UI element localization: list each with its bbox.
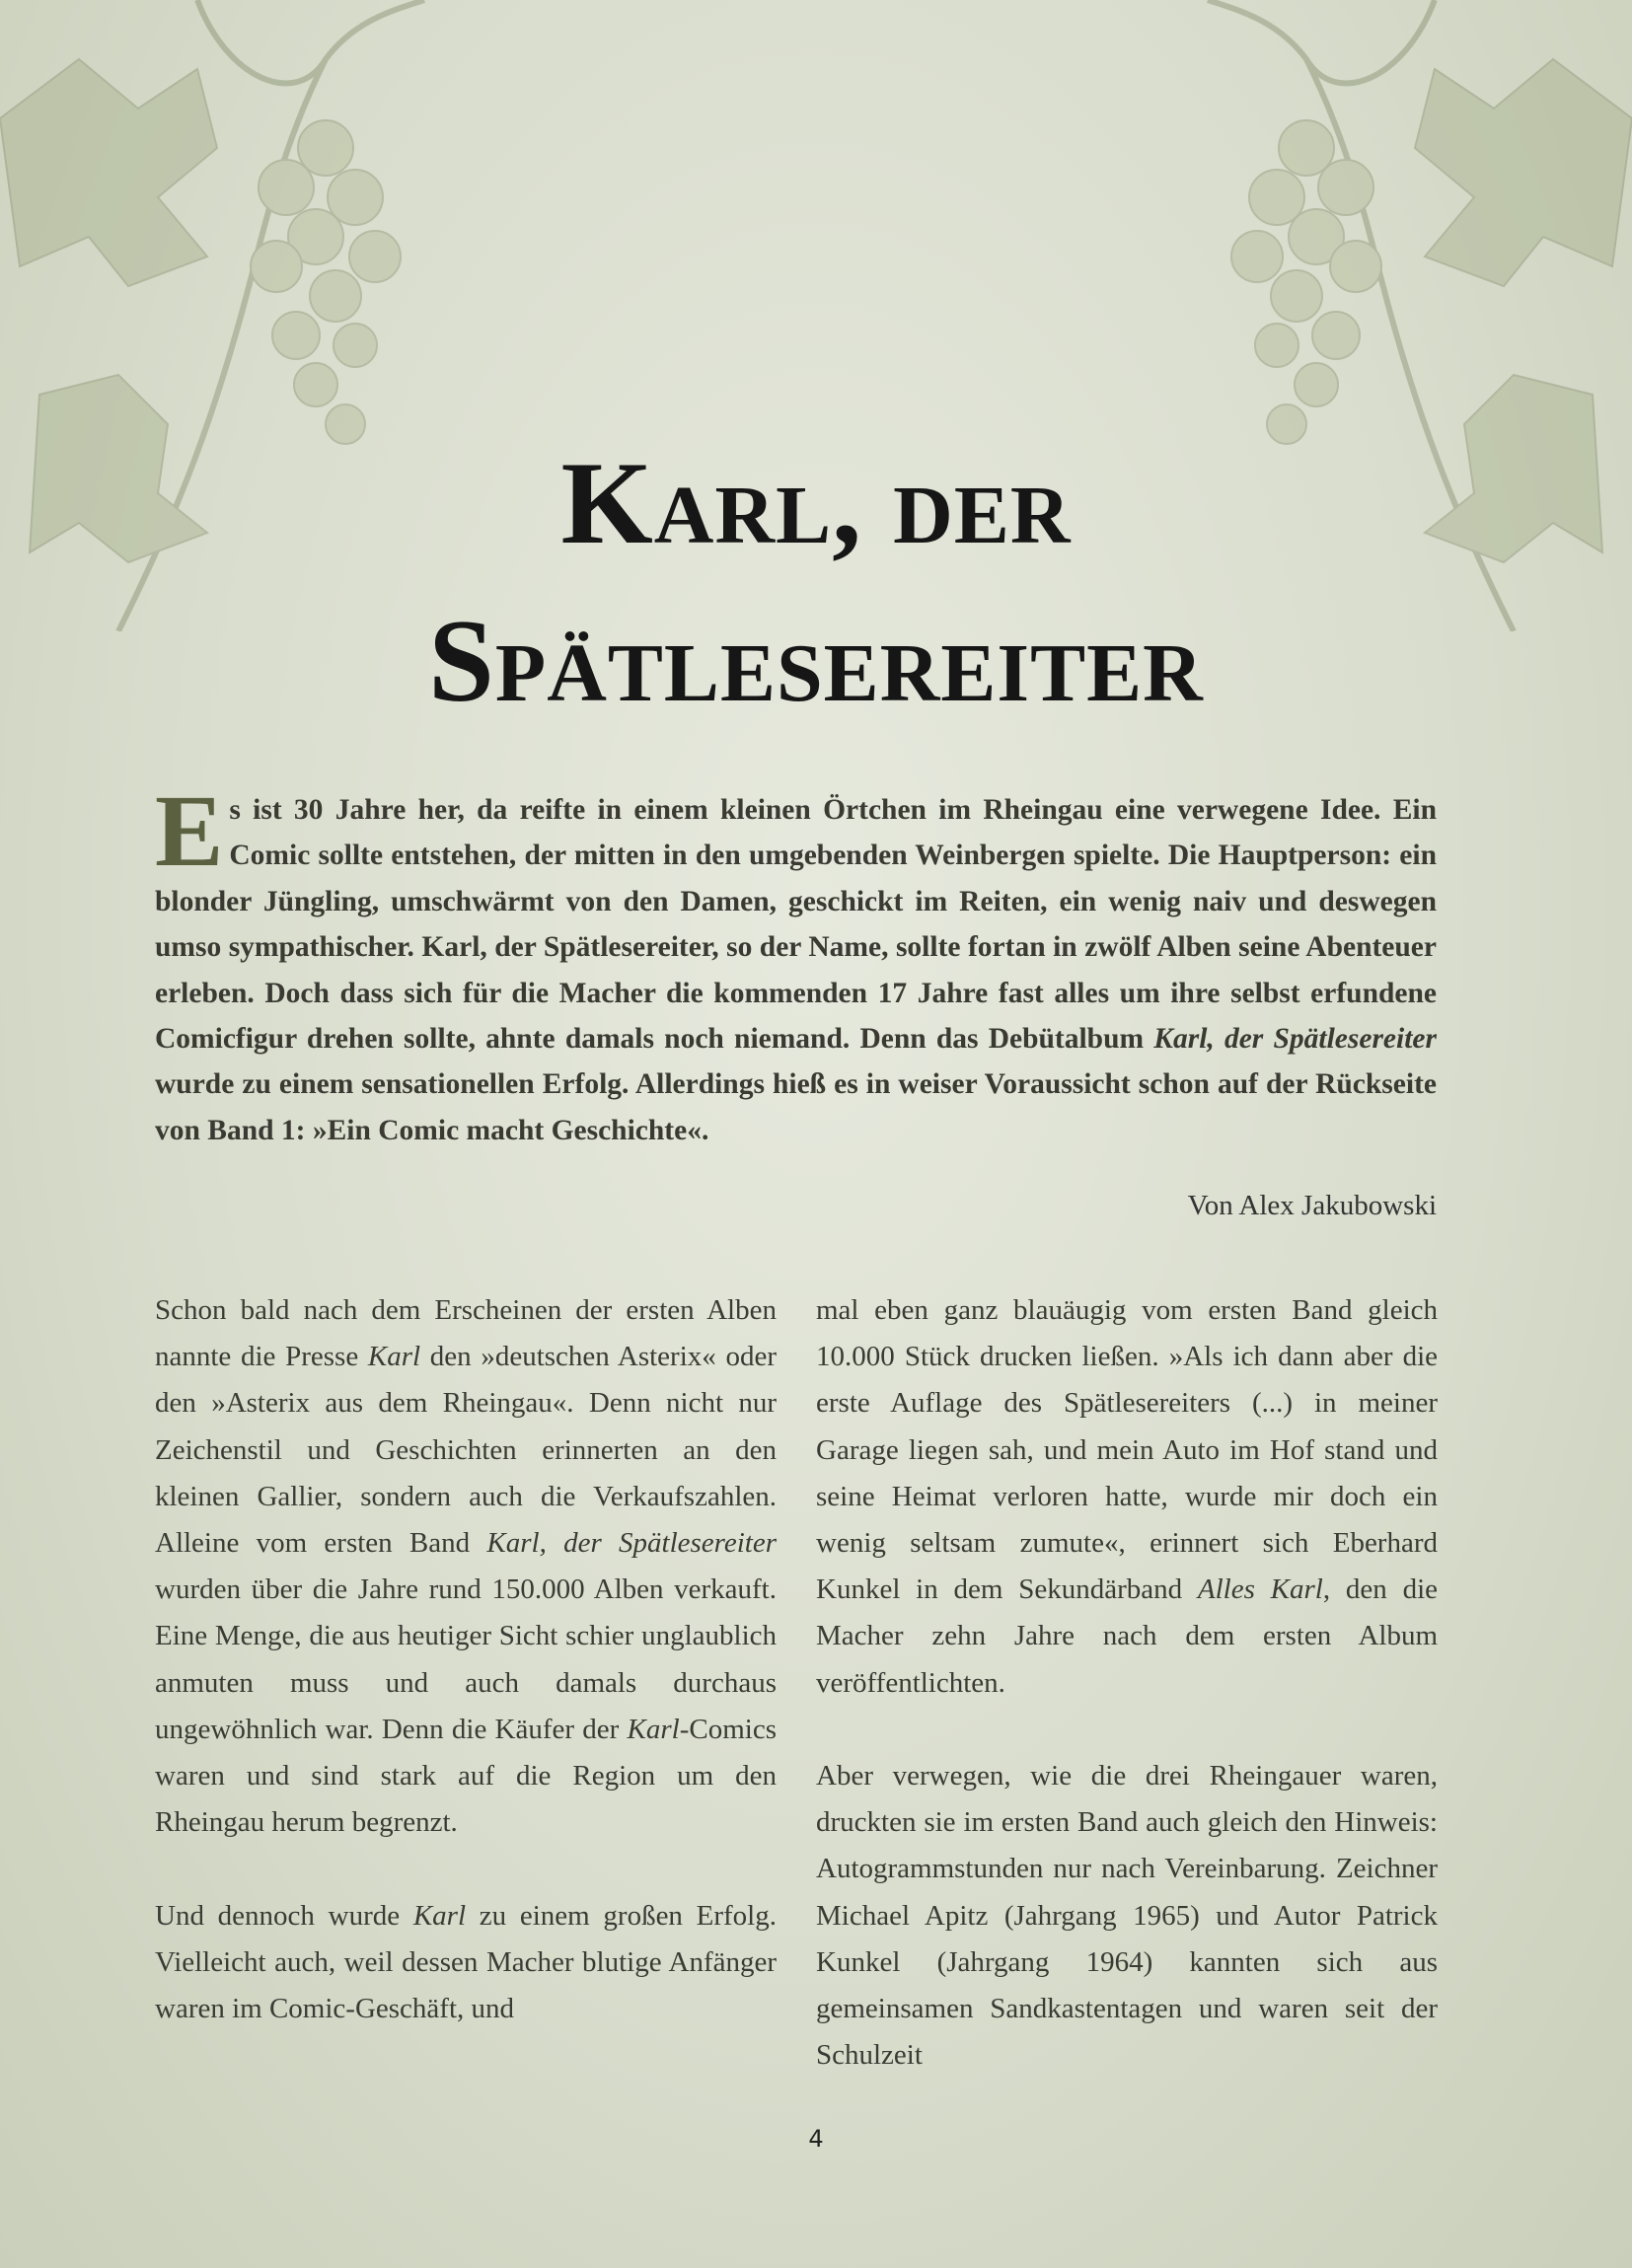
intro-text-2: wurde zu einem sensationellen Erfolg. Allerdings hieß es in weiser Voraussicht schon auf der Rückseite von Band 1: »Ein Comic macht Geschichte«. <box>155 1068 1437 1146</box>
body-paragraph <box>816 1287 1438 1707</box>
text-run: Schon bald nach dem Erscheinen der ersten Alben nannte die Presse <box>155 1294 777 1373</box>
text-run: , den die Macher zehn Jahre nach dem ersten Album veröffentlichten. <box>816 1573 1438 1699</box>
body-paragraph <box>155 1893 777 2033</box>
text-run: wurden über die Jahre rund 150.000 Alben verkauft. Eine Menge, die aus heutiger Sicht schier unglaublich anmuten muss und auch damals durchaus ungewöhnlich war. Denn die Käufer der <box>155 1573 777 1745</box>
body-paragraph <box>155 1287 777 1846</box>
text-run: zu einem großen Erfolg. Vielleicht auch, weil dessen Macher blutige Anfänger waren im Comic-Geschäft, und <box>155 1899 777 2025</box>
author-byline: Von Alex Jakubowski <box>1187 1190 1437 1221</box>
body-paragraph: Aber verwegen, wie die drei Rheingauer waren, druckten sie im ersten Band auch gleich den Hinweis: Autogrammstunden nur nach Vereinbarung. Zeichner Michael Apitz (Jahrgang 1965) und Autor Patrick Kunkel (Jahrgang 1964) kannten sich aus gemeinsamen Sandkastentagen und waren seit der Schulzeit <box>816 1760 1438 2072</box>
italic-text: Alles Karl <box>1197 1573 1323 1606</box>
drop-cap: E <box>155 774 224 888</box>
text-run: -Comics waren und sind stark auf die Region um den Rheingau herum begrenzt. <box>155 1713 777 1839</box>
intro-paragraph <box>155 774 1437 1153</box>
text-run: mal eben ganz blauäugig vom ersten Band gleich 10.000 Stück drucken ließen. »Als ich dann aber die erste Auflage des Spätlesereiters (...) in meiner Garage liegen sah, und mein Auto im Hof stand und seine Heimat verloren hatte, wurde mir doch ein wenig seltsam zumute«, erinnert sich Eberhard Kunkel in dem Sekundärband <box>816 1294 1438 1606</box>
title-line-2: Spätlesereiter <box>428 595 1204 726</box>
text-run: Und dennoch wurde <box>155 1899 413 1932</box>
italic-text: Karl <box>367 1341 421 1373</box>
intro-album-title: Karl, der Spätlesereiter <box>1153 1023 1437 1056</box>
italic-text: Karl, der Spätlesereiter <box>486 1527 778 1560</box>
article-title <box>0 424 1632 740</box>
text-run: den »deutschen Asterix« oder den »Asterix aus dem Rheingau«. Denn nicht nur Zeichenstil und Geschichten erinnerten an den kleinen Gallier, sondern auch die Verkaufszahlen. Alleine vom ersten Band <box>155 1341 777 1560</box>
intro-text-1: s ist 30 Jahre her, da reifte in einem kleinen Örtchen im Rheingau eine verwegene Idee. Ein Comic sollte entstehen, der mitten in den umgebenden Weinbergen spielte. Die Hauptperson: ein blonder Jüngling, umschwärmt von den Damen, geschickt im Reiten, ein wenig naiv und deswegen umso sympathischer. Karl, der Spätlesereiter, so der Name, sollte fortan in zwölf Alben seine Abenteuer erleben. Doch dass sich für die Macher die kommenden 17 Jahre fast alles um ihre selbst erfundene Comicfigur drehen sollte, ahnte damals noch niemand. Denn das Debütalbum <box>155 794 1437 1056</box>
italic-text: Karl <box>412 1899 467 1932</box>
italic-text: Karl <box>627 1713 680 1745</box>
body-column-left <box>155 1287 777 2079</box>
page-number: 4 <box>808 2125 824 2153</box>
body-column-right <box>816 1287 1438 2126</box>
title-line-1: Karl, der <box>560 437 1072 568</box>
